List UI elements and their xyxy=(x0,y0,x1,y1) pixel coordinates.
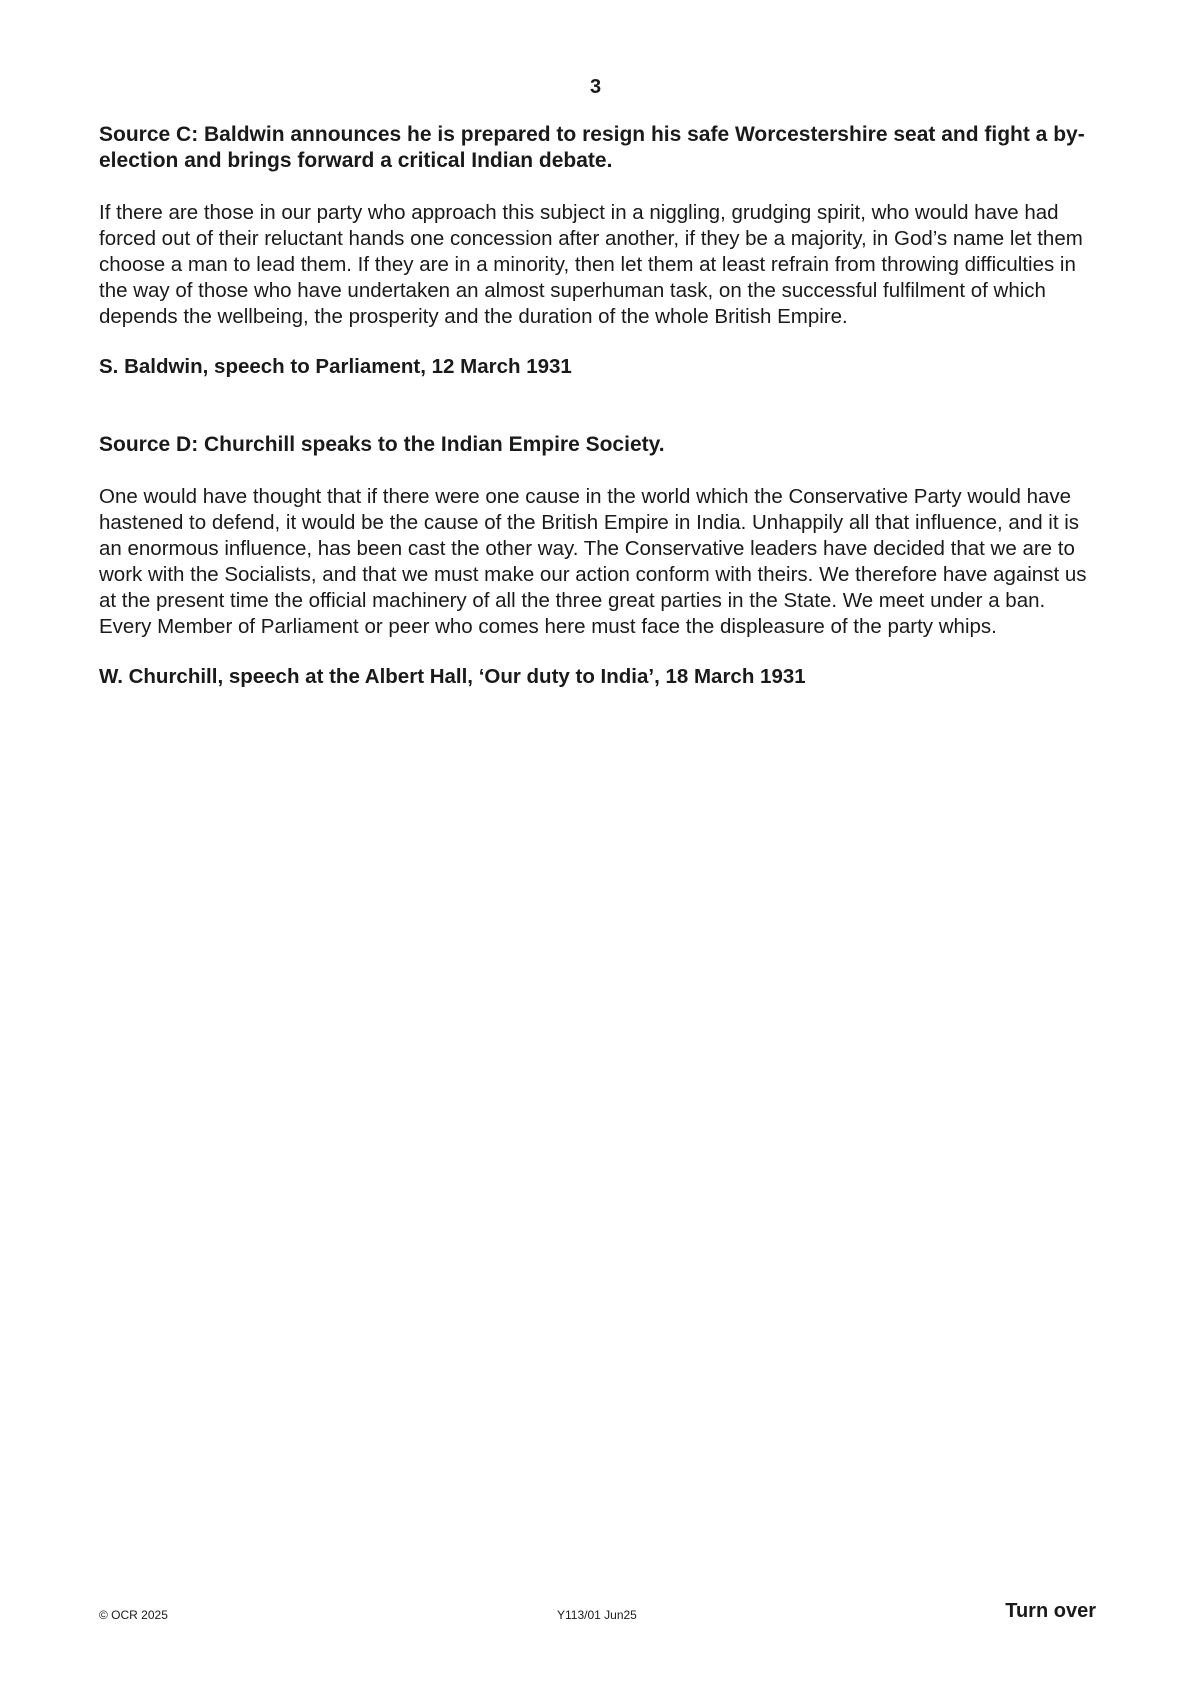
source-d-body: One would have thought that if there were one cause in the world which the Conservative Party would have hastened to defend, it would be the cause of the British Empire in India. Unhappily all that influence, and it is an enormous influence, has been cast the other way. The Conservative leaders have decided that we are to work with the Socialists, and that we must make our action conform with theirs. We therefore have against us at the present time the official machinery of all the three great parties in the State. We meet under a ban. Every Member of Parliament or peer who comes here must face the displeasure of the party whips. xyxy=(99,485,1087,638)
page-number: 3 xyxy=(589,76,602,98)
source-c-body: If there are those in our party who approach this subject in a niggling, grudging spirit, who would have had forced out of their reluctant hands one concession after another, if they be a majority, in God’s name let them choose a man to lead them. If they are in a minority, then let them at least refrain from throwing difficulties in the way of those who have undertaken an almost superhuman task, on the successful fulfilment of which depends the wellbeing, the prosperity and the duration of the whole British Empire. xyxy=(99,201,1083,328)
source-d-heading: Source D: Churchill speaks to the Indian Empire Society. xyxy=(99,433,665,456)
source-d xyxy=(99,432,1099,690)
source-d-attribution: W. Churchill, speech at the Albert Hall, ‘Our duty to India’, 18 March 1931 xyxy=(99,665,806,688)
source-c xyxy=(99,122,1099,380)
page-content xyxy=(99,122,1099,690)
turn-over-label: Turn over xyxy=(1005,1600,1096,1622)
source-c-heading: Source C: Baldwin announces he is prepared to resign his safe Worcestershire seat and fight a by-election and brings forward a critical Indian debate. xyxy=(99,123,1085,172)
page-footer xyxy=(99,1600,1096,1626)
source-c-attribution: S. Baldwin, speech to Parliament, 12 March 1931 xyxy=(99,355,572,378)
footer-paper-code: Y113/01 Jun25 xyxy=(557,1608,637,1622)
footer-copyright: © OCR 2025 xyxy=(99,1608,168,1622)
